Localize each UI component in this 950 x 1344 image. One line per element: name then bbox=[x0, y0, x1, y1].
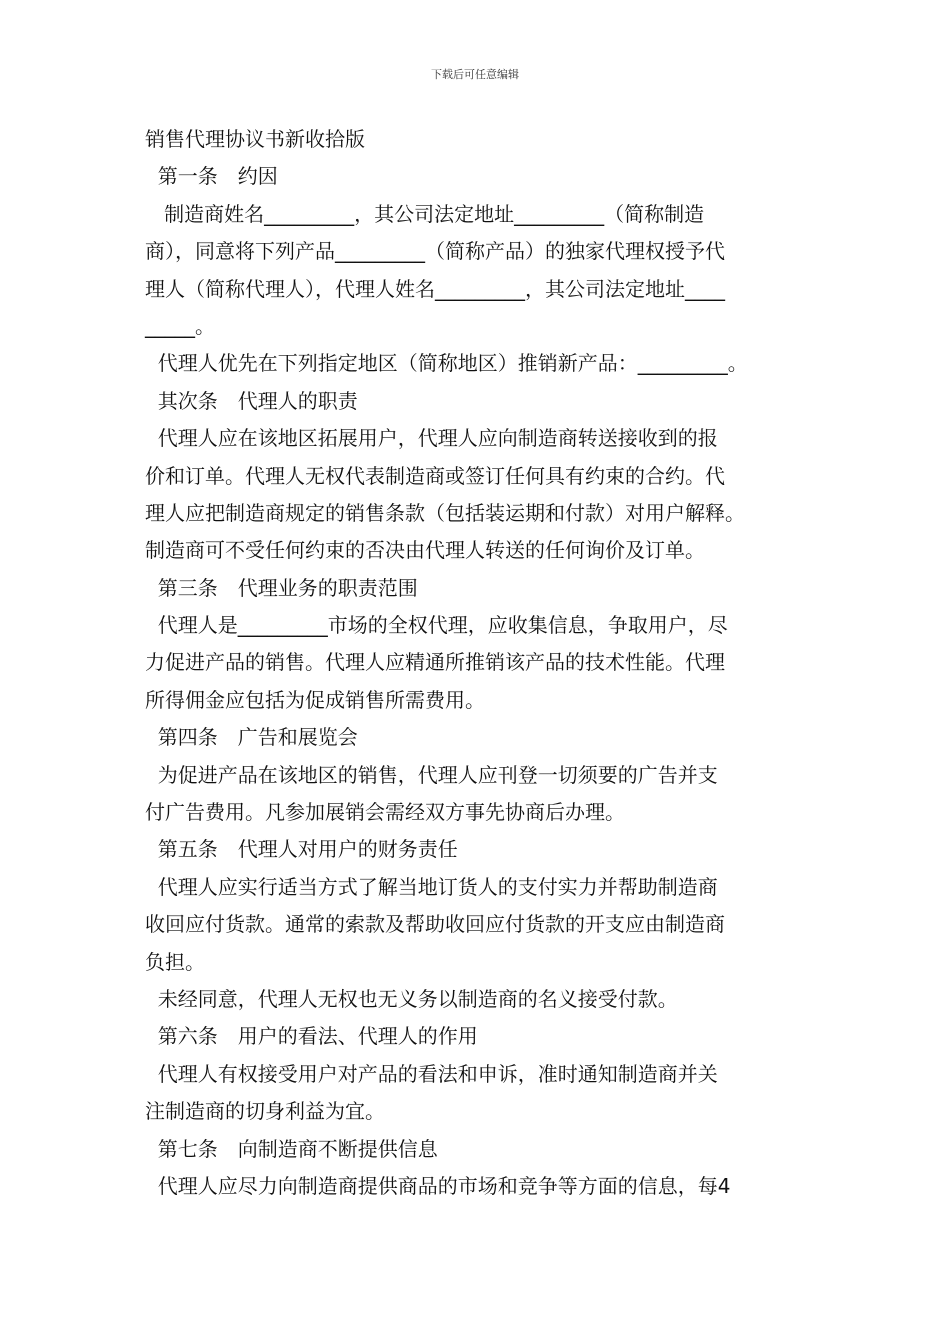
paragraph-line: 力促进产品的销售。代理人应精通所推销该产品的技术性能。代理 bbox=[145, 650, 725, 675]
paragraph-line: 代理人应实行适当方式了解当地订货人的支付实力并帮助制造商 bbox=[145, 874, 718, 899]
article-2-heading: 其次条 代理人的职责 bbox=[145, 388, 358, 413]
paragraph-line: 代理人是_________市场的全权代理，应收集信息，争取用户，尽 bbox=[145, 613, 728, 638]
article-4-heading: 第四条 广告和展览会 bbox=[145, 725, 358, 750]
article-5-heading: 第五条 代理人对用户的财务责任 bbox=[145, 837, 458, 862]
article-1-heading: 第一条 约因 bbox=[145, 164, 278, 189]
paragraph-line: _____。 bbox=[145, 313, 215, 338]
paragraph-line: 制造商姓名_________，其公司法定地址_________（简称制造 bbox=[145, 201, 705, 226]
paragraph-line: 商），同意将下列产品_________（简称产品）的独家代理权授予代 bbox=[145, 239, 725, 264]
paragraph-line: 为促进产品在该地区的销售，代理人应刊登一切须要的广告并支 bbox=[145, 762, 718, 787]
paragraph-line: 收回应付货款。通常的索款及帮助收回应付货款的开支应由制造商 bbox=[145, 912, 725, 937]
page-header: 下载后可任意编辑 bbox=[431, 68, 519, 81]
paragraph-line: 代理人应尽力向制造商提供商品的市场和竞争等方面的信息，每4 bbox=[145, 1173, 731, 1198]
paragraph-line: 代理人优先在下列指定地区（简称地区）推销新产品：_________。 bbox=[145, 351, 748, 376]
article-3-heading: 第三条 代理业务的职责范围 bbox=[145, 575, 418, 600]
paragraph-line: 负担。 bbox=[145, 949, 205, 974]
document-title: 销售代理协议书新收拾版 bbox=[145, 127, 365, 151]
paragraph-line: 价和订单。代理人无权代表制造商或签订任何具有约束的合约。代 bbox=[145, 463, 725, 488]
paragraph-line: 理人应把制造商规定的销售条款（包括装运期和付款）对用户解释。 bbox=[145, 500, 745, 525]
paragraph-line: 未经同意，代理人无权也无义务以制造商的名义接受付款。 bbox=[145, 986, 678, 1011]
paragraph-line: 代理人应在该地区拓展用户，代理人应向制造商转送接收到的报 bbox=[145, 426, 718, 451]
article-7-heading: 第七条 向制造商不断提供信息 bbox=[145, 1136, 438, 1161]
document-body bbox=[145, 121, 813, 1205]
paragraph-line: 代理人有权接受用户对产品的看法和申诉，准时通知制造商并关 bbox=[145, 1061, 718, 1086]
paragraph-line: 付广告费用。凡参加展销会需经双方事先协商后办理。 bbox=[145, 800, 625, 825]
article-6-heading: 第六条 用户的看法、代理人的作用 bbox=[145, 1024, 478, 1049]
paragraph-line: 注制造商的切身利益为宜。 bbox=[145, 1099, 385, 1124]
paragraph-line: 所得佣金应包括为促成销售所需费用。 bbox=[145, 687, 485, 712]
paragraph-line: 理人（简称代理人），代理人姓名_________，其公司法定地址____ bbox=[145, 276, 725, 301]
paragraph-line: 制造商可不受任何约束的否决由代理人转送的任何询价及订单。 bbox=[145, 538, 705, 563]
